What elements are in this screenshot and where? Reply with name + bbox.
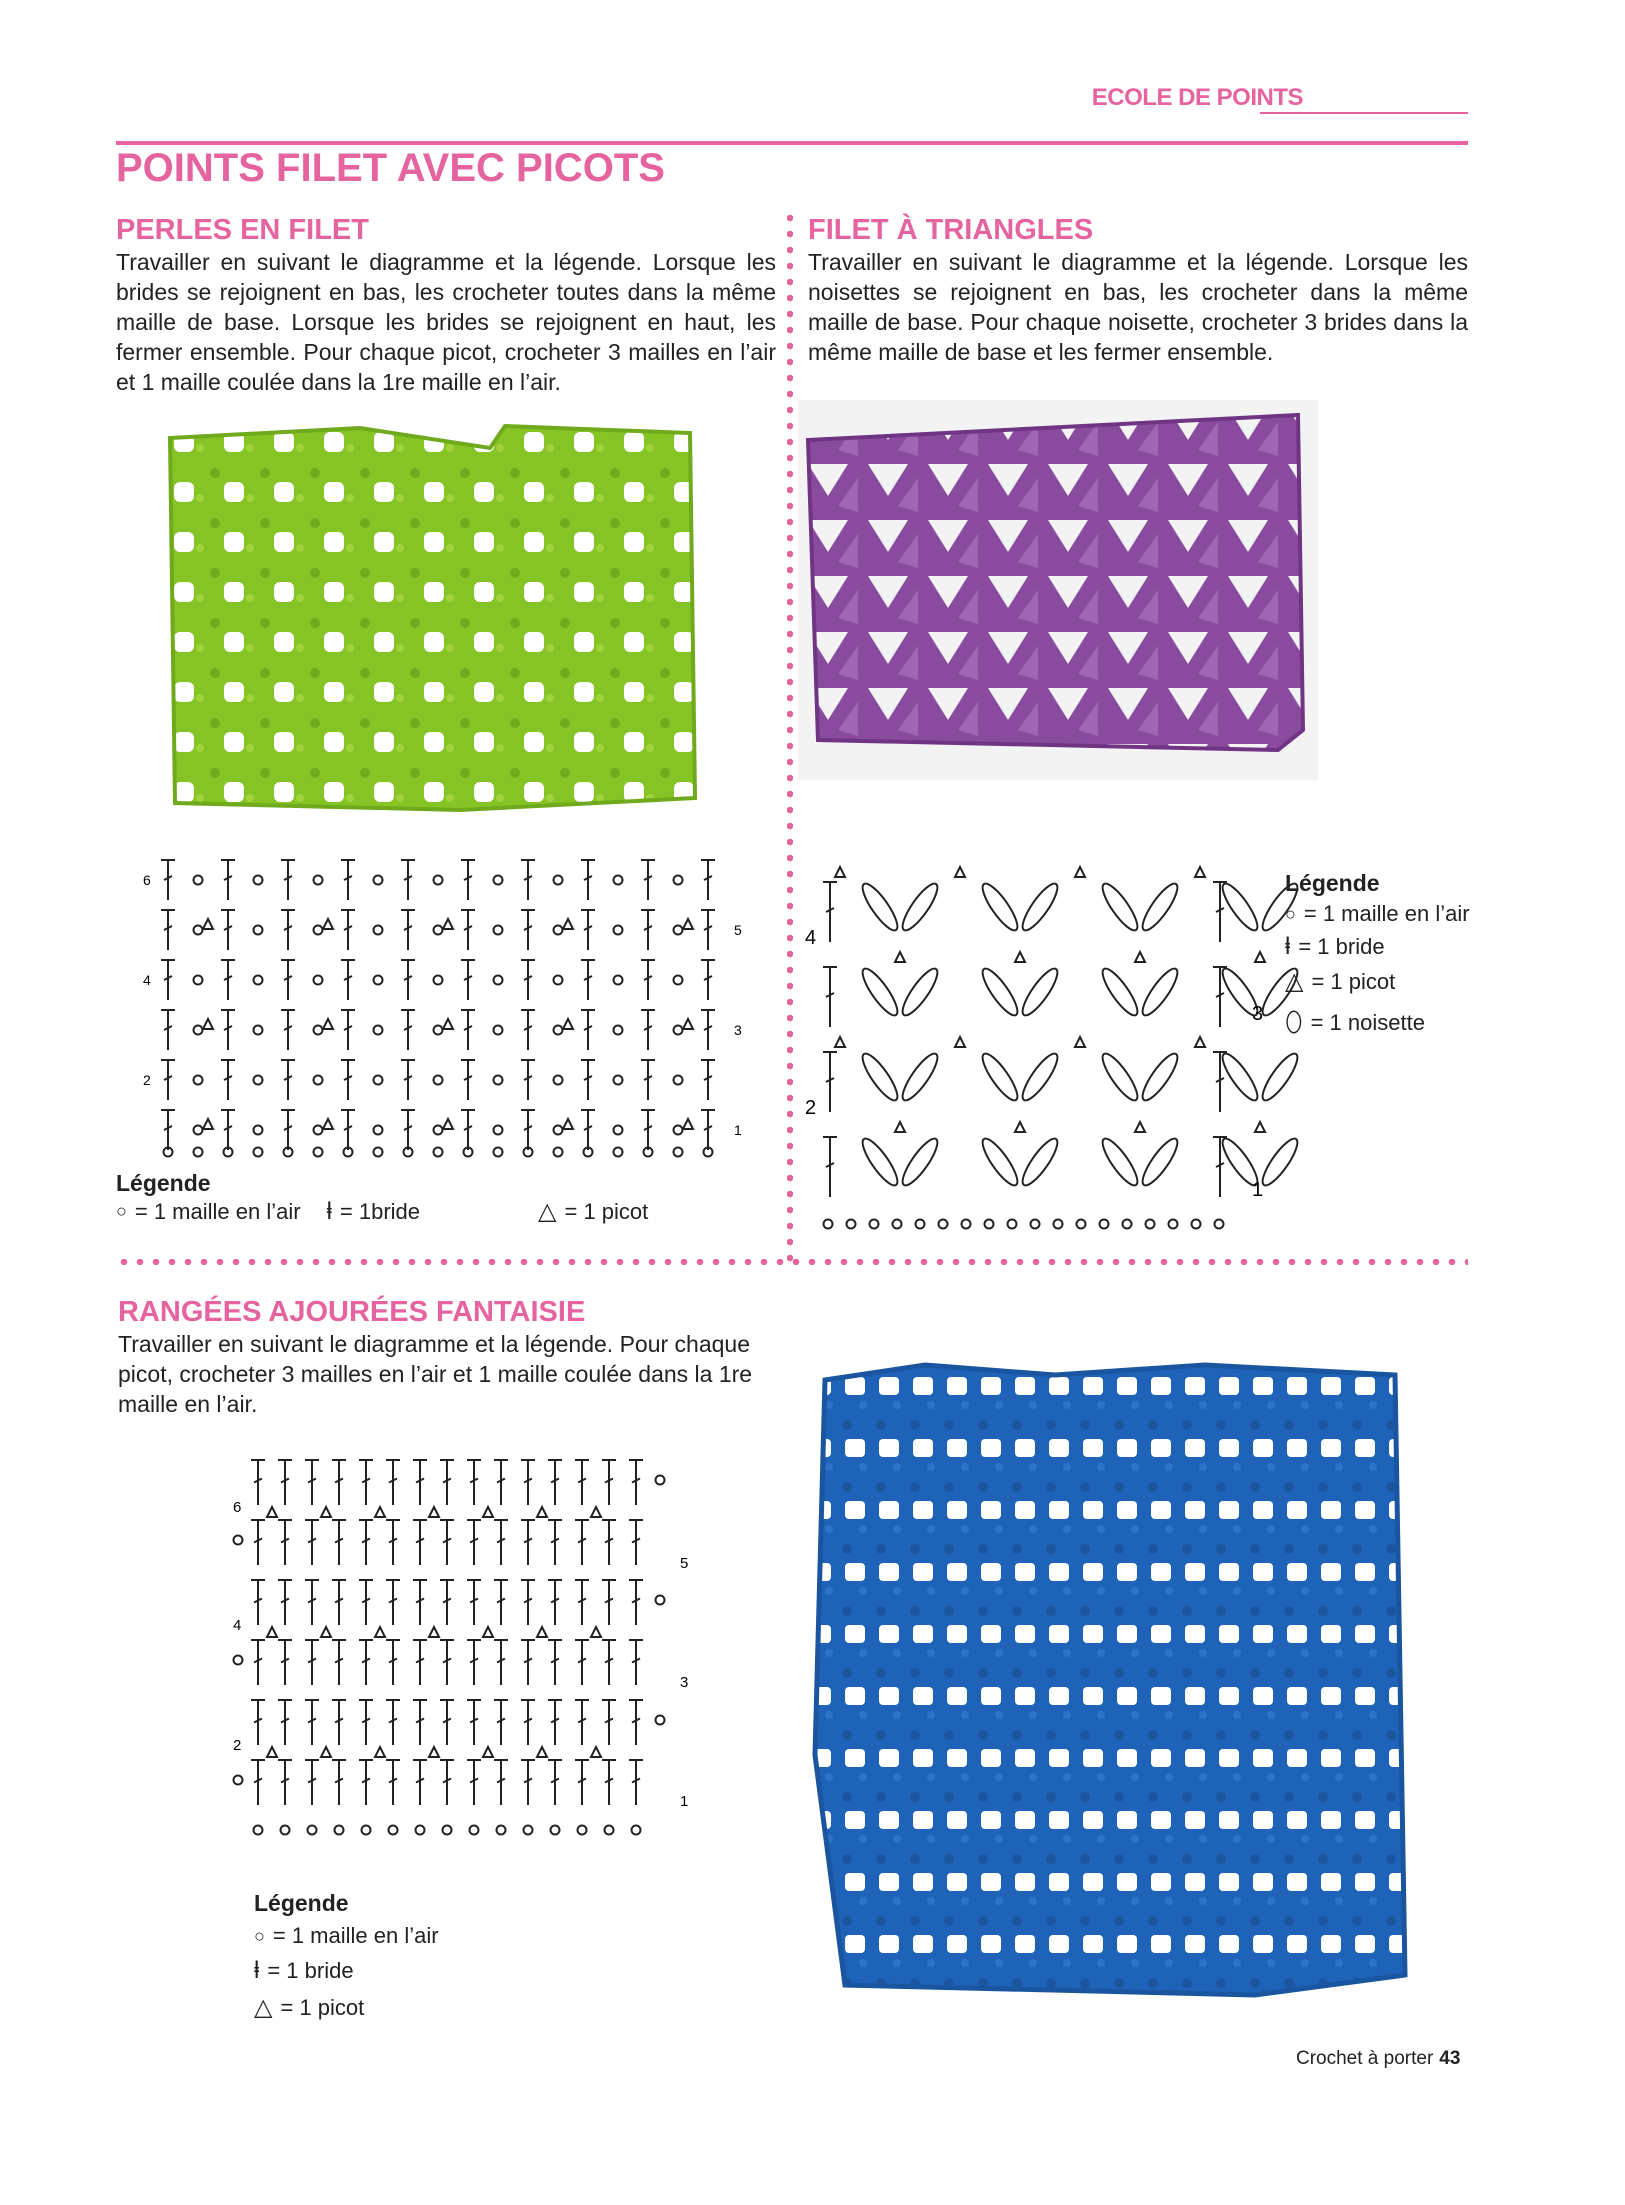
perles-row-4: 4 (143, 972, 151, 988)
rangees-legend-title: Légende (254, 1890, 349, 1916)
chain-symbol (234, 1776, 243, 1785)
perles-row-3: 3 (734, 1022, 742, 1038)
picot-symbol (683, 1119, 693, 1129)
triangles-section (808, 214, 1468, 367)
noisette-symbol (1257, 1134, 1302, 1189)
picot-symbol (1015, 952, 1025, 962)
picot-symbol (683, 919, 693, 929)
chain-symbol (314, 876, 323, 885)
rangees-section (118, 1296, 778, 1419)
picot-symbol (1255, 952, 1265, 962)
chain-symbol (870, 1220, 879, 1229)
picot-symbol (563, 919, 573, 929)
page-title: POINTS FILET AVEC PICOTS (116, 146, 665, 190)
chain-symbol (374, 976, 383, 985)
column-separator (787, 210, 793, 1270)
chain-symbol (494, 1076, 503, 1085)
chain-symbol (308, 1826, 317, 1835)
triangles-row-4: 4 (805, 927, 817, 949)
chain-symbol (434, 1148, 443, 1157)
rangees-photo (805, 1355, 1420, 2020)
noisette-symbol (1217, 1049, 1262, 1104)
chain-symbol (554, 876, 563, 885)
chain-symbol (1008, 1220, 1017, 1229)
chain-symbol (824, 1220, 833, 1229)
noisette-symbol (857, 1134, 902, 1189)
noisette-symbol (1137, 964, 1182, 1019)
picot-icon: △ (1285, 968, 1304, 995)
perles-row-1: 1 (734, 1122, 742, 1138)
chain-symbol (374, 1148, 383, 1157)
chain-symbol (254, 976, 263, 985)
chain-symbol (1215, 1220, 1224, 1229)
picot-symbol (483, 1747, 493, 1757)
picot-symbol (321, 1627, 331, 1637)
triangles-row-2: 2 (805, 1097, 817, 1119)
chain-symbol (674, 876, 683, 885)
picot-symbol (321, 1507, 331, 1517)
picot-symbol (267, 1627, 277, 1637)
picot-symbol (1255, 1122, 1265, 1132)
picot-symbol (203, 1119, 213, 1129)
picot-symbol (429, 1507, 439, 1517)
chain-symbol (194, 976, 203, 985)
picot-symbol (537, 1747, 547, 1757)
picot-symbol (429, 1627, 439, 1637)
chain-symbol (614, 976, 623, 985)
picot-symbol (1195, 867, 1205, 877)
rangees-row-5: 5 (680, 1555, 689, 1572)
rangees-row-4: 4 (233, 1617, 242, 1634)
chain-symbol (524, 1826, 533, 1835)
chain-symbol (554, 976, 563, 985)
chain-symbol (254, 876, 263, 885)
picot-symbol (375, 1747, 385, 1757)
chain-symbol (254, 1026, 263, 1035)
bride-icon: ⱡ (1285, 933, 1291, 960)
bride-icon: ⱡ (254, 1957, 260, 1984)
picot-symbol (321, 1747, 331, 1757)
picot-symbol (375, 1507, 385, 1517)
rangees-legend (254, 1890, 439, 2022)
chain-symbol (314, 926, 323, 935)
chain-symbol (434, 926, 443, 935)
picot-symbol (443, 919, 453, 929)
chain-symbol (656, 1476, 665, 1485)
chain-symbol (494, 876, 503, 885)
noisette-symbol (897, 1134, 942, 1189)
picot-symbol (835, 1037, 845, 1047)
triangles-title: FILET À TRIANGLES (808, 214, 1094, 246)
chain-symbol (554, 1026, 563, 1035)
chain-symbol (962, 1220, 971, 1229)
chain-symbol (494, 1126, 503, 1135)
chain-symbol (578, 1826, 587, 1835)
rangees-legend-chain: = 1 maille en l’air (272, 1923, 439, 1948)
perles-row-2: 2 (143, 1072, 151, 1088)
noisette-symbol (1137, 1134, 1182, 1189)
perles-legend-title: Légende (116, 1170, 211, 1196)
rangees-title: RANGÉES AJOURÉES FANTAISIE (118, 1296, 586, 1328)
picot-symbol (563, 1019, 573, 1029)
chain-symbol (1077, 1220, 1086, 1229)
footer-magazine: Crochet à porter (1296, 2048, 1434, 2069)
chain-symbol (494, 926, 503, 935)
picot-symbol (267, 1507, 277, 1517)
rangees-row-6: 6 (233, 1499, 242, 1516)
chain-symbol (234, 1536, 243, 1545)
chain-symbol (254, 926, 263, 935)
rangees-row-2: 2 (233, 1737, 242, 1754)
chain-symbol (1100, 1220, 1109, 1229)
section-separator (116, 1259, 1468, 1265)
rangees-diagram (228, 1450, 708, 1850)
noisette-symbol (977, 879, 1022, 934)
chain-symbol (374, 926, 383, 935)
triangles-photo (798, 400, 1318, 780)
chain-symbol (494, 1148, 503, 1157)
chain-symbol (656, 1596, 665, 1605)
chain-symbol (389, 1826, 398, 1835)
noisette-symbol (1257, 1049, 1302, 1104)
chain-symbol (674, 1126, 683, 1135)
chain-symbol (554, 1126, 563, 1135)
chain-symbol (281, 1826, 290, 1835)
picot-symbol (1075, 1037, 1085, 1047)
chain-symbol (434, 876, 443, 885)
picot-symbol (267, 1747, 277, 1757)
chain-symbol (194, 1126, 203, 1135)
picot-symbol (483, 1627, 493, 1637)
chain-symbol (605, 1826, 614, 1835)
rangees-legend-picot: = 1 picot (280, 1994, 365, 2020)
noisette-symbol (857, 964, 902, 1019)
picot-symbol (203, 1019, 213, 1029)
chain-symbol (234, 1656, 243, 1665)
chain-symbol (614, 926, 623, 935)
chain-symbol (314, 1126, 323, 1135)
perles-legend-bride: = 1bride (339, 1198, 421, 1224)
noisette-symbol (1137, 1049, 1182, 1104)
picot-symbol (835, 867, 845, 877)
triangles-row-1: 1 (1252, 1179, 1264, 1201)
chain-symbol (674, 976, 683, 985)
chain-symbol (374, 1026, 383, 1035)
chain-symbol (1123, 1220, 1132, 1229)
picot-symbol (591, 1747, 601, 1757)
triangles-legend-picot: = 1 picot (1311, 968, 1396, 994)
noisette-symbol (1017, 964, 1062, 1019)
noisette-symbol (1137, 879, 1182, 934)
picot-symbol (537, 1507, 547, 1517)
chain-icon: ○ (1285, 903, 1296, 924)
triangles-legend-title: Légende (1285, 870, 1380, 896)
rangees-text: Travailler en suivant le diagramme et la légende. Pour chaque picot, crocheter 3 mailles en l’air et 1 maille coulée dans la 1re maille en l’air. (118, 1331, 753, 1417)
perles-legend (116, 1170, 716, 1226)
chain-symbol (254, 1826, 263, 1835)
header-rule-short (1260, 112, 1468, 114)
chain-symbol (314, 1148, 323, 1157)
chain-symbol (434, 1026, 443, 1035)
triangles-diagram (800, 852, 1264, 1242)
picot-icon: △ (538, 1198, 557, 1225)
chain-symbol (1146, 1220, 1155, 1229)
chain-symbol (314, 1026, 323, 1035)
triangles-row-3: 3 (1252, 1003, 1264, 1025)
page-footer (1296, 2048, 1460, 2070)
noisette-symbol (1097, 879, 1142, 934)
triangles-legend-bride: = 1 bride (1298, 934, 1385, 959)
chain-symbol (674, 1026, 683, 1035)
perles-legend-chain: = 1 maille en l’air (134, 1198, 301, 1224)
chain-symbol (554, 1148, 563, 1157)
noisette-symbol (1017, 1134, 1062, 1189)
rangees-legend-bride: = 1 bride (267, 1958, 354, 1983)
chain-symbol (939, 1220, 948, 1229)
chain-symbol (614, 1126, 623, 1135)
picot-symbol (1075, 867, 1085, 877)
picot-icon: △ (254, 1994, 273, 2021)
chain-symbol (254, 1148, 263, 1157)
picot-symbol (323, 1019, 333, 1029)
picot-symbol (1135, 952, 1145, 962)
chain-symbol (674, 1076, 683, 1085)
chain-icon: ○ (116, 1201, 127, 1221)
chain-symbol (314, 1076, 323, 1085)
noisette-symbol (1097, 964, 1142, 1019)
perles-legend-picot: = 1 picot (564, 1198, 649, 1224)
picot-symbol (895, 1122, 905, 1132)
chain-symbol (443, 1826, 452, 1835)
triangles-text: Travailler en suivant le diagramme et la légende. Lorsque les noisettes se rejoignent en bas, les crocheter dans la même maille de base. Pour chaque noisette, crocheter 3 brides dans la même maille de base et les fermer ensemble. (808, 249, 1468, 365)
chain-symbol (494, 1026, 503, 1035)
picot-symbol (323, 919, 333, 929)
perles-text: Travailler en suivant le diagramme et la légende. Lorsque les brides se rejoignent en bas, les crocheter toutes dans la même maille de base. Lorsque les brides se rejoignent en haut, les fermer ensemble. Pour chaque picot, crocheter 3 mailles en l’air et 1 maille coulée dans la 1re maille en l’air. (116, 249, 776, 395)
noisette-symbol (897, 1049, 942, 1104)
noisette-symbol (977, 964, 1022, 1019)
perles-row-6: 6 (143, 872, 151, 888)
chain-symbol (554, 926, 563, 935)
picot-symbol (563, 1119, 573, 1129)
chain-symbol (1192, 1220, 1201, 1229)
triangles-legend-chain: = 1 maille en l’air (1303, 901, 1470, 926)
picot-symbol (955, 867, 965, 877)
picot-symbol (591, 1627, 601, 1637)
picot-symbol (591, 1507, 601, 1517)
chain-symbol (194, 1148, 203, 1157)
chain-symbol (434, 1126, 443, 1135)
perles-photo (160, 418, 700, 813)
chain-symbol (674, 1148, 683, 1157)
header-rule (116, 141, 1468, 145)
chain-symbol (893, 1220, 902, 1229)
picot-symbol (895, 952, 905, 962)
noisette-symbol (1097, 1134, 1142, 1189)
triangles-legend (1285, 870, 1470, 1039)
chain-symbol (632, 1826, 641, 1835)
chain-symbol (335, 1826, 344, 1835)
chain-symbol (470, 1826, 479, 1835)
chain-symbol (847, 1220, 856, 1229)
perles-row-5: 5 (734, 922, 742, 938)
chain-symbol (314, 976, 323, 985)
picot-symbol (537, 1627, 547, 1637)
noisette-symbol (977, 1049, 1022, 1104)
picot-symbol (323, 1119, 333, 1129)
triangles-legend-noisette: = 1 noisette (1310, 1009, 1425, 1035)
rangees-row-1: 1 (680, 1793, 689, 1810)
perles-section (116, 214, 776, 397)
chain-symbol (985, 1220, 994, 1229)
noisette-symbol (977, 1134, 1022, 1189)
noisette-symbol (897, 879, 942, 934)
noisette-symbol (857, 1049, 902, 1104)
picot-symbol (1195, 1037, 1205, 1047)
noisette-symbol (1017, 1049, 1062, 1104)
noisette-symbol (1097, 1049, 1142, 1104)
page-number: 43 (1439, 2048, 1461, 2069)
chain-symbol (434, 1076, 443, 1085)
chain-symbol (916, 1220, 925, 1229)
noisette-symbol (857, 879, 902, 934)
chain-symbol (614, 1076, 623, 1085)
chain-symbol (434, 976, 443, 985)
picot-symbol (1135, 1122, 1145, 1132)
chain-symbol (194, 876, 203, 885)
chain-symbol (551, 1826, 560, 1835)
chain-symbol (614, 1026, 623, 1035)
chain-symbol (374, 1076, 383, 1085)
chain-symbol (374, 1126, 383, 1135)
chain-symbol (614, 876, 623, 885)
rangees-row-3: 3 (680, 1674, 689, 1691)
picot-symbol (483, 1507, 493, 1517)
chain-symbol (194, 1076, 203, 1085)
picot-symbol (1015, 1122, 1025, 1132)
chain-symbol (494, 976, 503, 985)
noisette-icon: ⬯ (1285, 1006, 1303, 1037)
chain-symbol (254, 1076, 263, 1085)
chain-symbol (497, 1826, 506, 1835)
chain-symbol (554, 1076, 563, 1085)
bride-icon: ⱡ (326, 1197, 332, 1225)
chain-symbol (1031, 1220, 1040, 1229)
noisette-symbol (897, 964, 942, 1019)
picot-symbol (683, 1019, 693, 1029)
chain-symbol (374, 876, 383, 885)
picot-symbol (375, 1627, 385, 1637)
chain-symbol (416, 1826, 425, 1835)
perles-title: PERLES EN FILET (116, 214, 369, 246)
chain-icon: ○ (254, 1925, 265, 1946)
chain-symbol (656, 1716, 665, 1725)
picot-symbol (443, 1019, 453, 1029)
perles-diagram (138, 840, 758, 1170)
noisette-symbol (1217, 879, 1262, 934)
chain-symbol (194, 926, 203, 935)
picot-symbol (203, 919, 213, 929)
picot-symbol (955, 1037, 965, 1047)
picot-symbol (443, 1119, 453, 1129)
chain-symbol (1054, 1220, 1063, 1229)
section-label: ECOLE DE POINTS (1091, 84, 1303, 111)
noisette-symbol (1017, 879, 1062, 934)
chain-symbol (254, 1126, 263, 1135)
chain-symbol (362, 1826, 371, 1835)
chain-symbol (1169, 1220, 1178, 1229)
chain-symbol (674, 926, 683, 935)
picot-symbol (429, 1747, 439, 1757)
chain-symbol (614, 1148, 623, 1157)
chain-symbol (194, 1026, 203, 1035)
